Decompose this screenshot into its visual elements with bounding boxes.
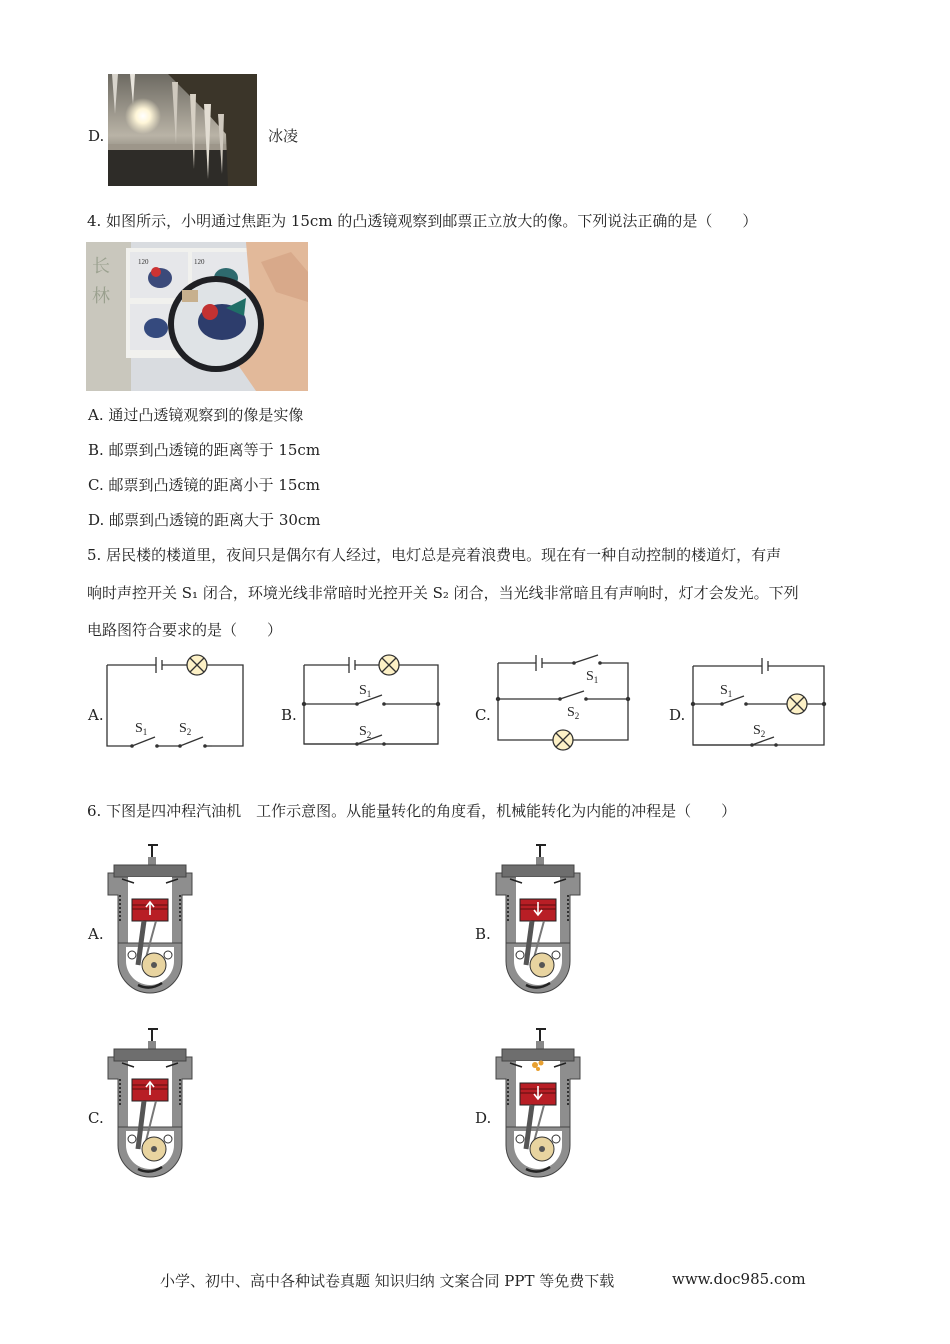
stamp-value-1: 120 xyxy=(138,258,149,266)
engine-diagram-b xyxy=(492,843,584,1001)
q4-option-c-letter: C. xyxy=(88,476,104,494)
engine-diagram-c xyxy=(104,1027,196,1185)
svg-text:S1: $S_1$ xyxy=(720,683,733,699)
svg-text:S1: $S_1$ xyxy=(359,683,372,699)
q4-option-c-text: 邮票到凸透镜的距离小于 15cm xyxy=(108,476,320,494)
magnifier-stamp-photo xyxy=(86,242,308,391)
q4-option-a xyxy=(88,405,303,425)
svg-text:S2: $S_2$ xyxy=(567,705,580,721)
q4-option-c xyxy=(88,475,320,495)
circuit-a-s2: $S_2$ xyxy=(179,721,192,737)
q4-option-d-letter: D. xyxy=(88,511,105,529)
svg-text:长: 长 xyxy=(92,256,110,276)
q5-stem-line3: 电路图符合要求的是（ ） xyxy=(87,621,283,639)
q4-option-b-letter: B. xyxy=(88,441,104,459)
q4-option-a-letter: A. xyxy=(88,406,104,424)
q3-option-d-letter: D. xyxy=(88,127,105,145)
q6-option-d-letter: D. xyxy=(475,1109,492,1127)
q6-option-a-letter: A. xyxy=(88,925,104,943)
q4-option-b-text: 邮票到凸透镜的距离等于 15cm xyxy=(108,441,321,459)
engine-diagram-a xyxy=(104,843,196,1001)
q5-stem-line2: 响时声控开关 S₁ 闭合，环境光线非常暗时光控开关 S₂ 闭合，当光线非常暗且有声响时，灯才会发光。下列 xyxy=(87,584,799,602)
q5-stem-line1: 5. 居民楼的楼道里，夜间只是偶尔有人经过，电灯总是亮着浪费电。现在有一种自动控制的楼道灯，有声 xyxy=(87,546,782,564)
q5-option-a-letter: A. xyxy=(88,706,104,724)
circuit-a-diagram xyxy=(100,648,250,753)
svg-text:S2: $S_2$ xyxy=(359,724,372,740)
q4-stem: 4. 如图所示，小明通过焦距为 15cm 的凸透镜观察到邮票正立放大的像。下列说法正确的是（ ） xyxy=(87,212,758,230)
q4-option-d-text: 邮票到凸透镜的距离大于 30cm xyxy=(109,511,321,529)
q4-option-d xyxy=(88,510,321,530)
q3-option-d-caption: 冰凌 xyxy=(268,127,299,145)
q4-option-a-text: 通过凸透镜观察到的像是实像 xyxy=(108,406,304,424)
q6-option-c-letter: C. xyxy=(88,1109,104,1127)
icicle-photo xyxy=(108,74,257,186)
stamp-value-2: 120 xyxy=(194,258,205,266)
circuit-a-s1: $S_1$ xyxy=(135,721,148,737)
engine-diagram-d xyxy=(492,1027,584,1185)
q6-stem: 6. 下图是四冲程汽油机 工作示意图。从能量转化的角度看，机械能转化为内能的冲程是（ ） xyxy=(87,802,737,820)
q5-option-d-letter: D. xyxy=(669,706,686,724)
footer-site-link[interactable]: www.doc985.com xyxy=(672,1270,806,1288)
q4-option-b xyxy=(88,440,320,460)
q5-option-c-letter: C. xyxy=(475,706,491,724)
svg-text:S1: $S_1$ xyxy=(586,669,599,685)
q5-option-b-letter: B. xyxy=(281,706,297,724)
q6-option-b-letter: B. xyxy=(475,925,491,943)
svg-text:林: 林 xyxy=(92,286,110,306)
footer-left-text: 小学、初中、高中各种试卷真题 知识归纳 文案合同 PPT 等免费下载 xyxy=(160,1272,615,1290)
svg-text:S2: $S_2$ xyxy=(753,723,766,739)
